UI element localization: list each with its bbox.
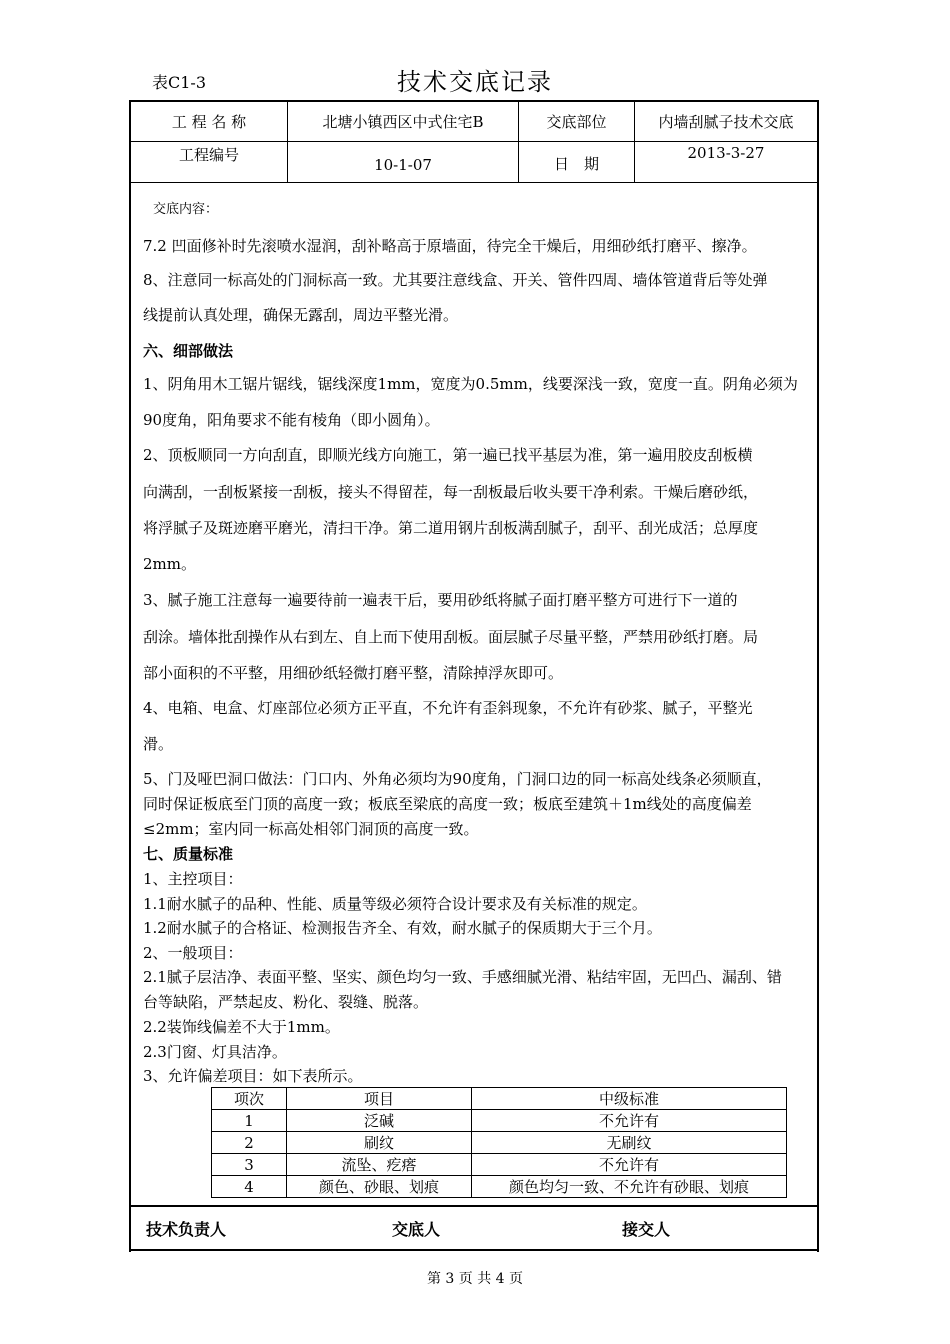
project-name-value: 北塘小镇西区中式住宅B (288, 102, 519, 142)
section-heading: 七、质量标准 (143, 845, 234, 863)
tolerance-table (211, 1087, 787, 1198)
content-line: 线提前认真处理，确保无露刮，周边平整光滑。 (143, 306, 459, 324)
content-line: 1、阴角用木工锯片锯线，锯线深度1mm，宽度为0.5mm，线要深浅一致，宽度一直。阴角必须为 (143, 375, 798, 393)
content-line: 向满刮，一刮板紧接一刮板，接头不得留茬，每一刮板最后收头要干净利索。干燥后磨砂纸， (143, 483, 759, 501)
table-cell: 不允许有 (472, 1110, 787, 1132)
part-value: 内墙刮腻子技术交底 (635, 102, 817, 142)
content-line: 3、腻子施工注意每一遍要待前一遍表干后，要用砂纸将腻子面打磨平整方可进行下一道的 (143, 591, 738, 609)
content-line: 2mm。 (143, 555, 196, 573)
table-row (212, 1176, 787, 1198)
table-cell: 流坠、疙瘩 (287, 1154, 472, 1176)
table-row (212, 1154, 787, 1176)
table-header-cell: 项目 (287, 1088, 472, 1110)
content-line: 滑。 (143, 735, 174, 753)
table-cell: 无刷纹 (472, 1132, 787, 1154)
page-number: 第 3 页 共 4 页 (426, 1271, 524, 1287)
content-line: ≤2mm；室内同一标高处相邻门洞顶的高度一致。 (143, 820, 479, 838)
content-line: 部小面积的不平整，用细砂纸轻微打磨平整，清除掉浮灰即可。 (143, 664, 564, 682)
content-line: 2、一般项目： (143, 944, 243, 962)
content-line: 1、主控项目： (143, 870, 243, 888)
table-row (212, 1132, 787, 1154)
project-name-label: 工 程 名 称 (131, 102, 288, 142)
content-line: 台等缺陷，严禁起皮、粉化、裂缝、脱落。 (143, 993, 429, 1011)
document-title: 技术交底记录 (397, 68, 553, 96)
table-cell: 2 (212, 1132, 287, 1154)
table-cell: 泛碱 (287, 1110, 472, 1132)
table-cell: 不允许有 (472, 1154, 787, 1176)
content-line: 1.2耐水腻子的合格证、检测报告齐全、有效，耐水腻子的保质期大于三个月。 (143, 919, 662, 937)
content-line: 2、顶板顺同一方向刮直，即顺光线方向施工，第一遍已找平基层为准，第一遍用胶皮刮板横 (143, 446, 753, 464)
table-header-cell: 中级标准 (472, 1088, 787, 1110)
content-line: 90度角，阳角要求不能有棱角（即小圆角）。 (143, 411, 440, 429)
content-line: 1.1耐水腻子的品种、性能、质量等级必须符合设计要求及有关标准的规定。 (143, 895, 647, 913)
project-no-label: 工程编号 (131, 142, 288, 183)
content-line: 将浮腻子及斑迹磨平磨光，清扫干净。第二道用钢片刮板满刮腻子，刮平、刮光成活；总厚度 (143, 519, 759, 537)
table-cell: 4 (212, 1176, 287, 1198)
table-cell: 颜色、砂眼、划痕 (287, 1176, 472, 1198)
content-line: 5、门及哑巴洞口做法：门口内、外角必须均为90度角，门洞口边的同一标高处线条必须顺直， (143, 770, 772, 788)
tech-lead-label: 技术负责人 (146, 1220, 227, 1239)
signature-row (129, 1205, 819, 1251)
content-line: 同时保证板底至门顶的高度一致；板底至梁底的高度一致；板底至建筑＋1m线处的高度偏差 (143, 795, 752, 813)
table-cell: 3 (212, 1154, 287, 1176)
table-row (212, 1110, 787, 1132)
date-value: 2013-3-27 (635, 142, 817, 183)
content-line: 2.1腻子层洁净、表面平整、坚实、颜色均匀一致、手感细腻光滑、粘结牢固，无凹凸、漏刮、错 (143, 968, 782, 986)
table-header-cell: 项次 (212, 1088, 287, 1110)
table-cell: 1 (212, 1110, 287, 1132)
content-line: 刮涂。墙体批刮操作从右到左、自上而下使用刮板。面层腻子尽量平整，严禁用砂纸打磨。局 (143, 628, 759, 646)
content-line: 4、电箱、电盒、灯座部位必须方正平直，不允许有歪斜现象，不允许有砂浆、腻子，平整光 (143, 699, 753, 717)
section-heading: 六、细部做法 (143, 342, 234, 360)
table-header-row (212, 1088, 787, 1110)
date-label: 日 期 (519, 142, 635, 183)
project-no-value: 10-1-07 (288, 142, 519, 183)
receiver-label: 接交人 (622, 1220, 671, 1239)
content-label: 交底内容： (153, 202, 219, 217)
form-code: 表C1-3 (152, 73, 207, 92)
content-line: 2.3门窗、灯具洁净。 (143, 1043, 287, 1061)
content-line: 3、允许偏差项目：如下表所示。 (143, 1067, 363, 1085)
table-cell: 刷纹 (287, 1132, 472, 1154)
content-line: 7.2 凹面修补时先滚喷水湿润，刮补略高于原墙面，待完全干燥后，用细砂纸打磨平、擦净。 (143, 237, 757, 255)
content-line: 2.2装饰线偏差不大于1mm。 (143, 1018, 340, 1036)
part-label: 交底部位 (519, 102, 635, 142)
presenter-label: 交底人 (392, 1220, 441, 1239)
content-line: 8、注意同一标高处的门洞标高一致。尤其要注意线盒、开关、管件四周、墙体管道背后等处弹 (143, 271, 768, 289)
table-cell: 颜色均匀一致、不允许有砂眼、划痕 (472, 1176, 787, 1198)
